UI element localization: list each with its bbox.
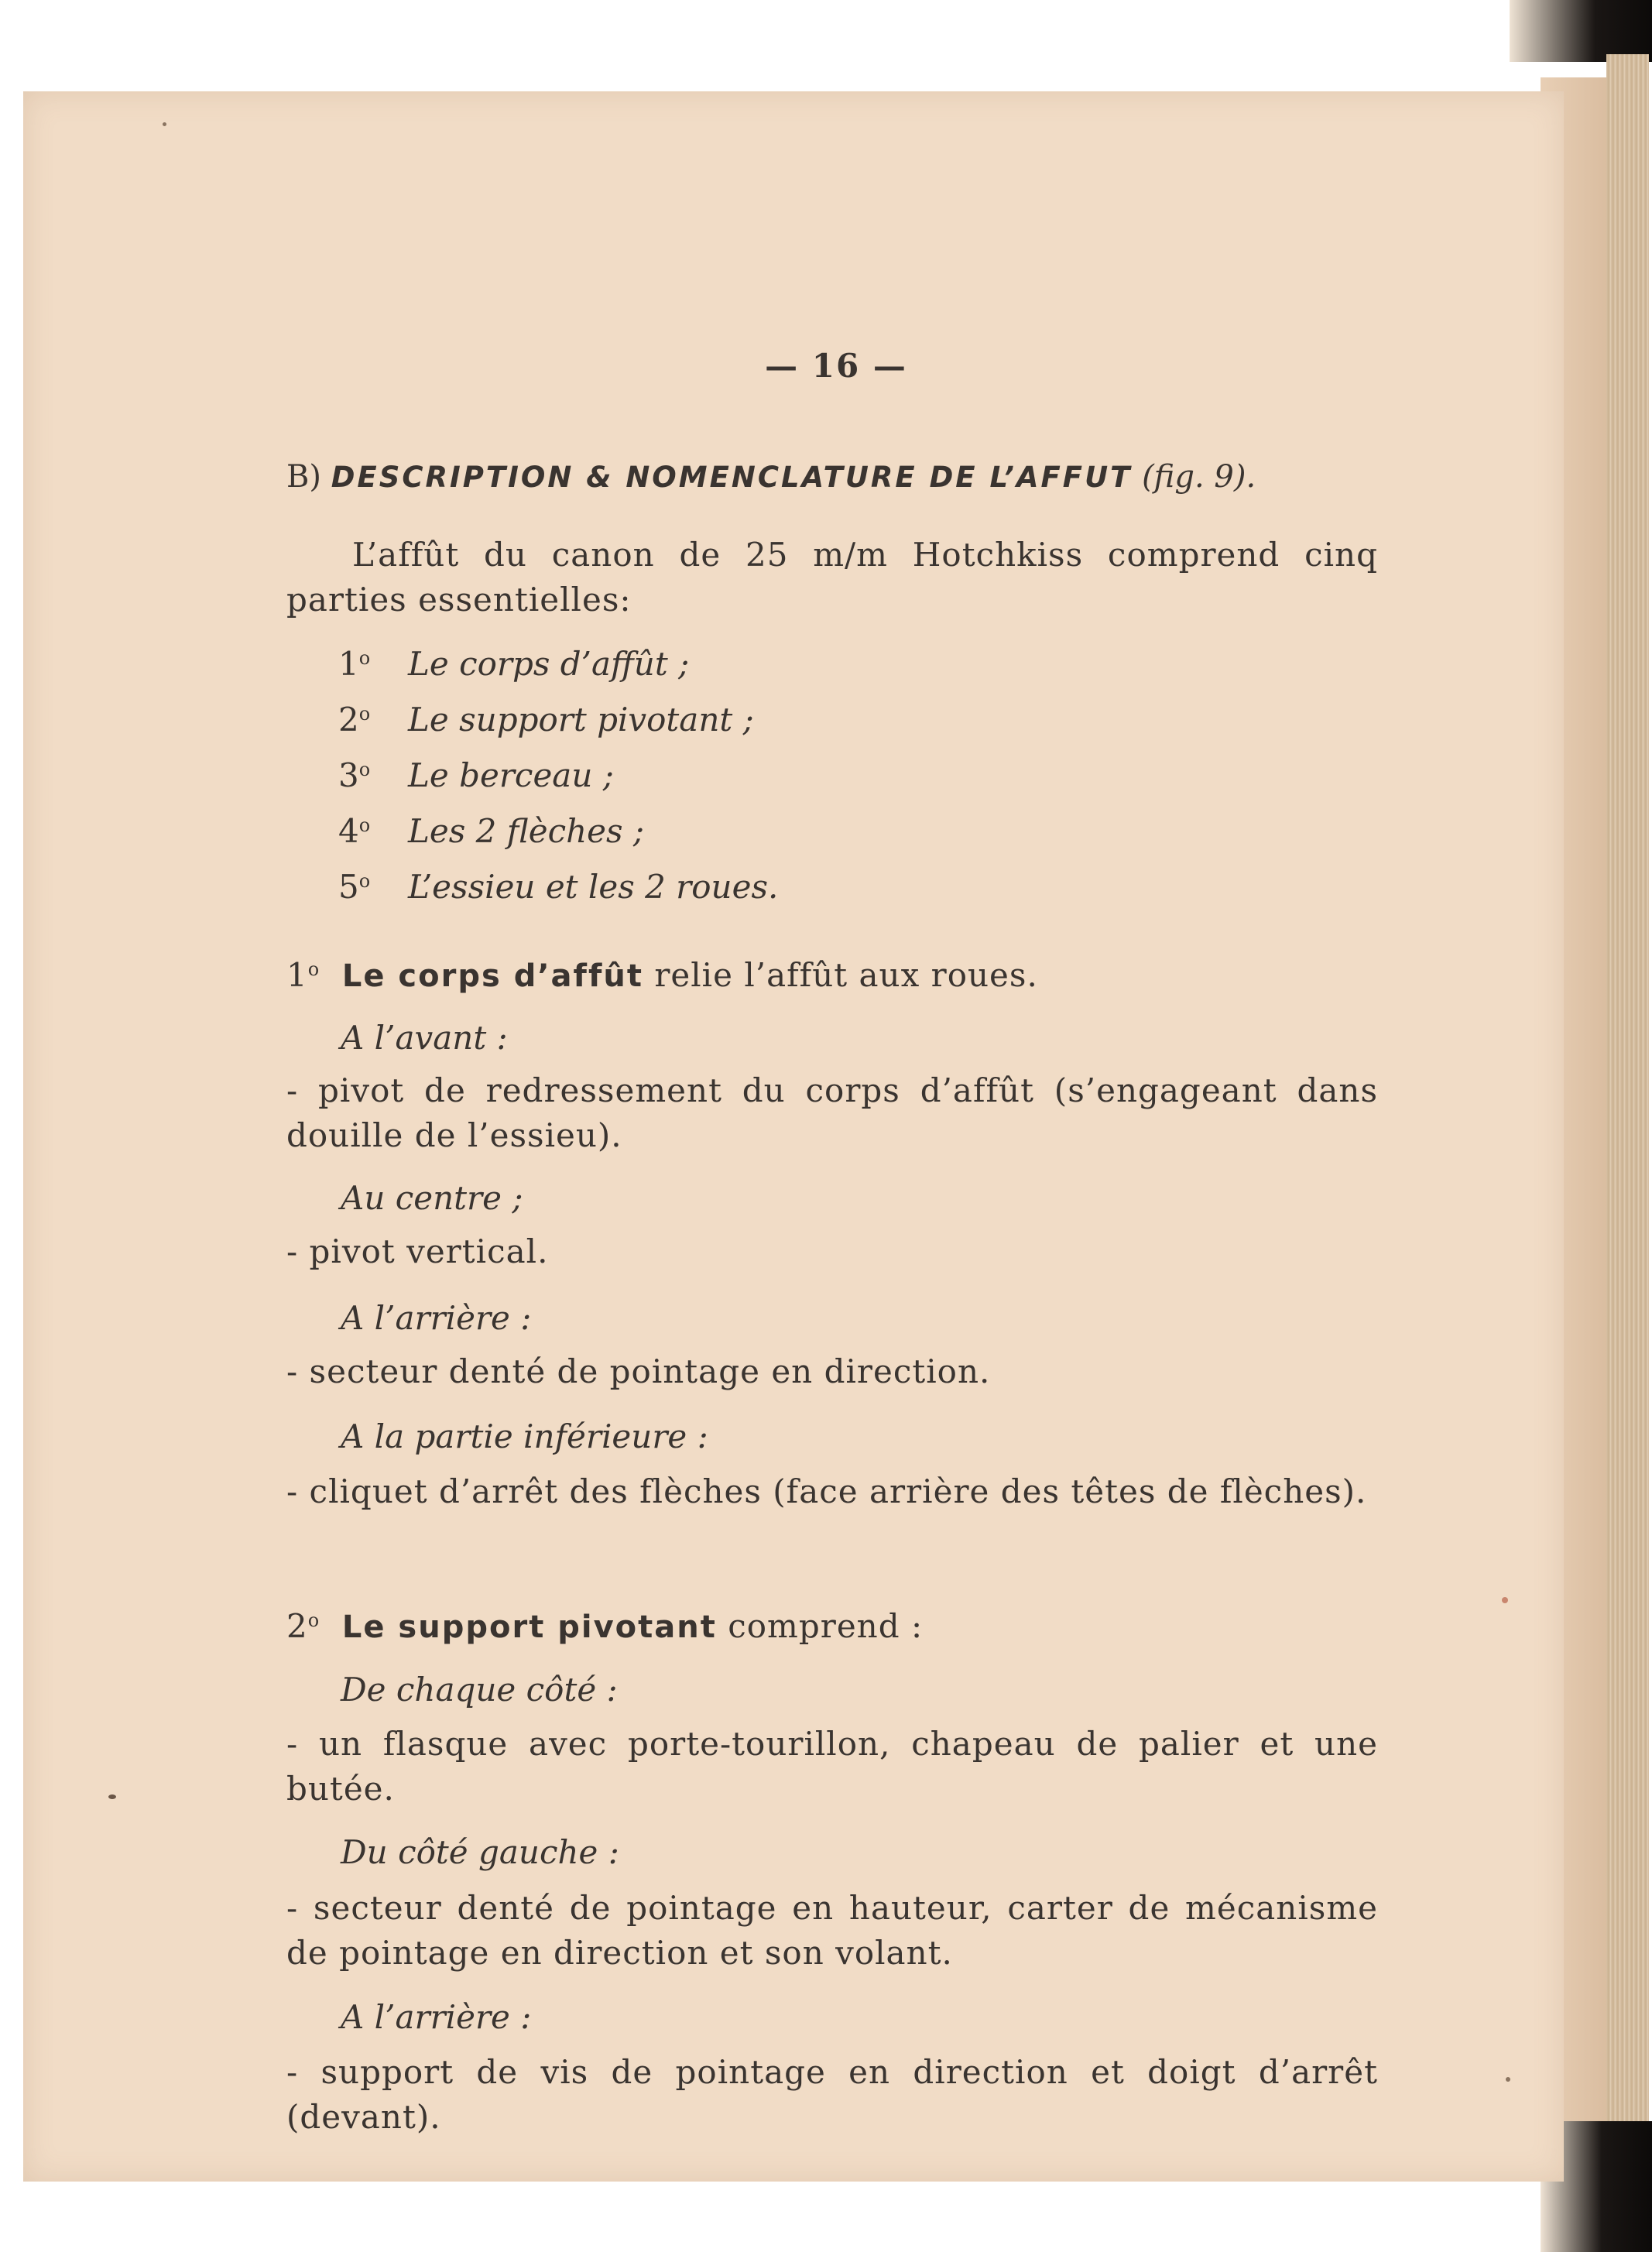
dash-paragraph bbox=[286, 1722, 1378, 1812]
item-label: L’essieu et les 2 roues. bbox=[408, 868, 779, 906]
subheading: A la partie inférieure : bbox=[341, 1417, 708, 1455]
section-1-title bbox=[286, 956, 1038, 994]
item-ordinal: o bbox=[358, 870, 371, 892]
section-rest: relie l’affût aux roues. bbox=[654, 956, 1038, 994]
item-number: 2 bbox=[338, 701, 359, 739]
paper-speck bbox=[163, 122, 166, 126]
item-number: 1 bbox=[338, 645, 359, 683]
paper-speck bbox=[108, 1794, 116, 1799]
subheading: A l’avant : bbox=[341, 1019, 508, 1057]
section-2-title bbox=[286, 1607, 923, 1645]
dash-paragraph bbox=[286, 1349, 1378, 1394]
item-label: Le support pivotant ; bbox=[408, 701, 754, 739]
dash-text: - secteur denté de pointage en direction. bbox=[286, 1352, 991, 1390]
page-number: — 16 — bbox=[765, 347, 907, 385]
item-ordinal: o bbox=[358, 759, 371, 780]
book-page bbox=[23, 91, 1564, 2182]
heading-title: DESCRIPTION & NOMENCLATURE DE L’AFFUT bbox=[331, 461, 1133, 494]
item-ordinal: o bbox=[358, 814, 371, 836]
page-stack-edge bbox=[1606, 54, 1649, 2160]
dash-paragraph bbox=[286, 1886, 1378, 1976]
list-item bbox=[338, 645, 689, 683]
binding-shadow-top bbox=[1510, 0, 1652, 62]
subheading: Au centre ; bbox=[341, 1179, 523, 1217]
section-ordinal: o bbox=[307, 958, 320, 980]
list-item bbox=[338, 868, 778, 906]
subheading: A l’arrière : bbox=[341, 1998, 532, 2036]
section-ordinal: o bbox=[307, 1609, 320, 1631]
item-number: 5 bbox=[338, 868, 359, 906]
item-ordinal: o bbox=[358, 703, 371, 725]
heading-figure-ref: (fig. 9). bbox=[1142, 459, 1256, 495]
list-item bbox=[338, 701, 754, 739]
list-item bbox=[338, 756, 614, 794]
section-heading bbox=[286, 459, 1401, 495]
subheading: Du côté gauche : bbox=[341, 1833, 619, 1871]
subheading: A l’arrière : bbox=[341, 1299, 532, 1337]
item-label: Les 2 flèches ; bbox=[408, 812, 645, 850]
dash-paragraph bbox=[286, 1469, 1378, 1514]
dash-text: - support de vis de pointage en direction et doigt d’arrêt (devant). bbox=[286, 2053, 1378, 2136]
item-ordinal: o bbox=[358, 647, 371, 669]
dash-paragraph bbox=[286, 1229, 1378, 1274]
section-number: 1 bbox=[286, 956, 308, 994]
subheading: De chaque côté : bbox=[341, 1671, 618, 1709]
dash-text: - pivot de redressement du corps d’affût (s’engageant dans douille de l’essieu). bbox=[286, 1071, 1378, 1154]
dash-text: - secteur denté de pointage en hauteur, carter de mécanisme de pointage en direction et son volant. bbox=[286, 1889, 1378, 1972]
dash-paragraph bbox=[286, 1068, 1378, 1158]
dash-text: - cliquet d’arrêt des flèches (face arrière des têtes de flèches). bbox=[286, 1472, 1367, 1510]
dash-paragraph bbox=[286, 2050, 1378, 2140]
intro-paragraph: L’affût du canon de 25 m/m Hotchkiss comprend cinq parties essentielles: bbox=[286, 536, 1378, 619]
section-title: Le support pivotant bbox=[341, 1609, 717, 1645]
list-item bbox=[338, 812, 644, 850]
item-label: Le berceau ; bbox=[408, 756, 614, 794]
item-number: 4 bbox=[338, 812, 359, 850]
item-number: 3 bbox=[338, 756, 359, 794]
section-number: 2 bbox=[286, 1607, 308, 1645]
section-title: Le corps d’affût bbox=[341, 958, 643, 994]
item-label: Le corps d’affût ; bbox=[408, 645, 690, 683]
paper-speck bbox=[1506, 2077, 1510, 2082]
paper-speck bbox=[1502, 1597, 1508, 1603]
section-rest: comprend : bbox=[728, 1607, 924, 1645]
dash-text: - un flasque avec porte-tourillon, chapeau de palier et une butée. bbox=[286, 1725, 1378, 1808]
heading-marker: B) bbox=[286, 459, 321, 495]
dash-text: - pivot vertical. bbox=[286, 1232, 549, 1270]
